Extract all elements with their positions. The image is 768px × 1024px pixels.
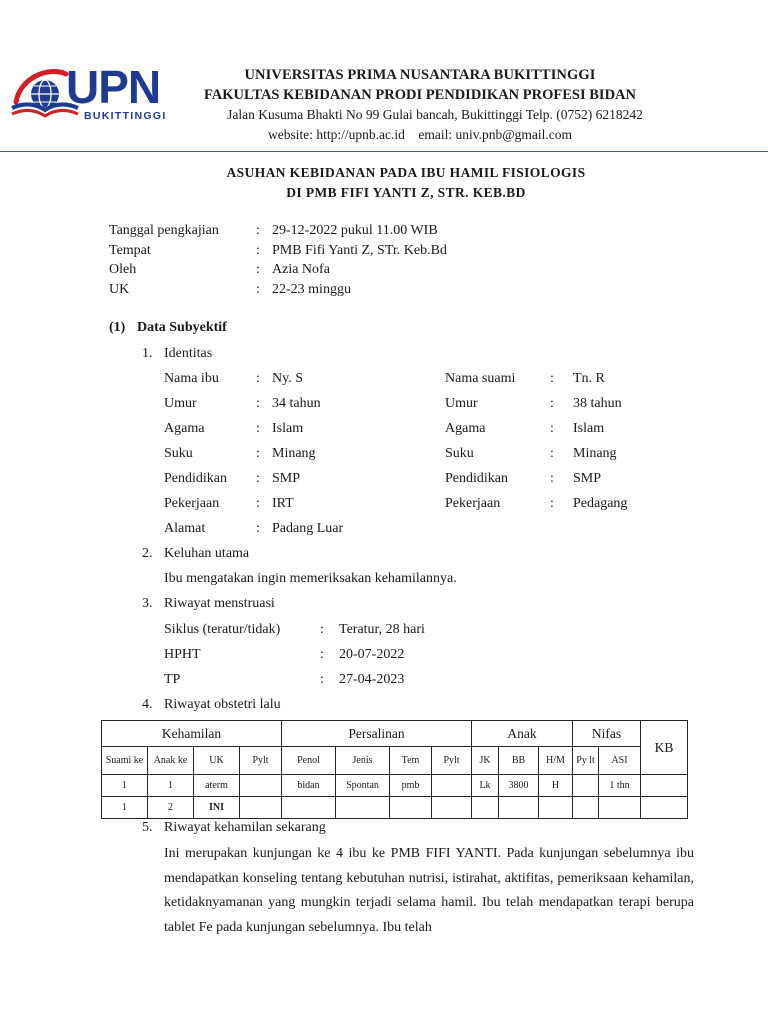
id-label: Umur <box>164 396 197 411</box>
info-value-date: 29-12-2022 pukul 11.00 WIB <box>272 223 438 238</box>
menstrual-label: HPHT <box>164 647 201 662</box>
info-colon: : <box>256 223 260 238</box>
id-value: SMP <box>272 471 301 486</box>
menstrual-label: Siklus (teratur/tidak) <box>164 622 281 637</box>
menstrual-colon: : <box>320 622 324 637</box>
item-number: 5. <box>142 820 153 835</box>
table-row <box>102 797 688 819</box>
menstrual-value: 27-04-2023 <box>339 672 405 687</box>
table-cell <box>336 797 390 819</box>
table-cell <box>573 797 599 819</box>
id-colon: : <box>550 421 554 436</box>
logo-text: UPN <box>66 61 161 113</box>
id-value: Minang <box>272 446 316 461</box>
table-cell: INI <box>194 797 240 819</box>
menstrual-value: Teratur, 28 hari <box>339 622 425 637</box>
table-cell <box>472 797 499 819</box>
id-label: Pendidikan <box>164 471 227 486</box>
id-value: Ny. S <box>272 371 303 386</box>
id-label: Agama <box>164 421 205 436</box>
id-label: Suku <box>445 446 474 461</box>
id-value: SMP <box>573 471 602 486</box>
table-cell <box>432 797 472 819</box>
group-header-kb: KB <box>641 721 688 775</box>
col-header: Pylt <box>432 747 472 775</box>
obstetric-history-table <box>101 720 688 819</box>
table-cell <box>599 797 641 819</box>
col-header: Suami ke <box>102 747 148 775</box>
col-header: JK <box>472 747 499 775</box>
table-cell: 3800 <box>499 775 539 797</box>
section-title: Data Subyektif <box>137 320 227 335</box>
id-value: IRT <box>272 496 294 511</box>
logo-subtext: BUKITTINGGI <box>84 110 167 122</box>
document-title: ASUHAN KEBIDANAN PADA IBU HAMIL FISIOLOGIS <box>226 165 586 180</box>
table-cell: Spontan <box>336 775 390 797</box>
id-value: Padang Luar <box>272 521 344 536</box>
section-number: (1) <box>109 320 126 335</box>
id-colon: : <box>256 471 260 486</box>
col-header: UK <box>194 747 240 775</box>
info-label: Oleh <box>109 262 137 277</box>
table-cell: Lk <box>472 775 499 797</box>
item-number: 4. <box>142 697 153 712</box>
complaint-text: Ibu mengatakan ingin memeriksakan kehamilannya. <box>164 571 457 586</box>
menstrual-colon: : <box>320 647 324 662</box>
id-value: Islam <box>573 421 605 436</box>
table-cell: 1 thn <box>599 775 641 797</box>
table-cell: pmb <box>390 775 432 797</box>
col-header: Py lt <box>573 747 599 775</box>
table-cell <box>240 797 282 819</box>
table-cell <box>641 775 688 797</box>
item-heading: Riwayat kehamilan sekarang <box>164 820 326 835</box>
col-header: Tem <box>390 747 432 775</box>
id-colon: : <box>550 371 554 386</box>
id-value: Minang <box>573 446 617 461</box>
col-header: Anak ke <box>148 747 194 775</box>
id-colon: : <box>256 521 260 536</box>
university-name: UNIVERSITAS PRIMA NUSANTARA BUKITTINGGI <box>244 67 596 83</box>
id-value: 38 tahun <box>573 396 622 411</box>
header-divider <box>0 151 768 152</box>
info-value-author: Azia Nofa <box>272 262 330 277</box>
item-number: 3. <box>142 596 153 611</box>
table-row <box>102 775 688 797</box>
id-label: Pekerjaan <box>164 496 220 511</box>
table-cell: aterm <box>194 775 240 797</box>
info-label: Tempat <box>109 243 151 258</box>
item-number: 1. <box>142 346 153 361</box>
id-label: Umur <box>445 396 478 411</box>
item-heading: Riwayat obstetri lalu <box>164 697 281 712</box>
table-cell: 1 <box>148 775 194 797</box>
table-cell: 2 <box>148 797 194 819</box>
group-header-persalinan: Persalinan <box>282 721 472 747</box>
id-value: Islam <box>272 421 304 436</box>
pregnancy-history-paragraph: Ini merupakan kunjungan ke 4 ibu ke PMB FIFI YANTI. Pada kunjungan sebelumnya ibu mendapatkan konseling tentang kebutuhan nutrisi, istirahat, aktifitas, pemeriksaan kehamilan, ketidaknyamanan yang mungkin terjadi selama hamil. Ibu telah mendapatkan terapi berupa tablet Fe pada kunjungan sebelumnya. Ibu telah <box>164 846 694 935</box>
col-header: BB <box>499 747 539 775</box>
table-cell: 1 <box>102 797 148 819</box>
table-cell <box>432 775 472 797</box>
col-header: Penol <box>282 747 336 775</box>
table-cell: bidan <box>282 775 336 797</box>
group-header-kehamilan: Kehamilan <box>102 721 282 747</box>
info-label: UK <box>109 282 130 297</box>
table-cell <box>641 797 688 819</box>
table-cell <box>390 797 432 819</box>
table-cell <box>539 797 573 819</box>
faculty-name: FAKULTAS KEBIDANAN PRODI PENDIDIKAN PROFESI BIDAN <box>204 87 636 103</box>
id-label: Agama <box>445 421 486 436</box>
id-colon: : <box>256 421 260 436</box>
menstrual-colon: : <box>320 672 324 687</box>
col-header: Jenis <box>336 747 390 775</box>
id-value: Pedagang <box>573 496 628 511</box>
id-colon: : <box>550 496 554 511</box>
table-cell: 1 <box>102 775 148 797</box>
id-label: Pekerjaan <box>445 496 501 511</box>
info-colon: : <box>256 262 260 277</box>
id-label: Pendidikan <box>445 471 508 486</box>
col-header: Pylt <box>240 747 282 775</box>
item-number: 2. <box>142 546 153 561</box>
contact-line: website: http://upnb.ac.id email: univ.pnb@gmail.com <box>267 127 572 142</box>
id-colon: : <box>550 446 554 461</box>
university-logo <box>8 62 183 128</box>
table-cell <box>499 797 539 819</box>
menstrual-value: 20-07-2022 <box>339 647 405 662</box>
group-header-anak: Anak <box>472 721 573 747</box>
address-line: Jalan Kusuma Bhakti No 99 Gulai bancah, Bukittinggi Telp. (0752) 6218242 <box>227 107 643 122</box>
item-heading: Riwayat menstruasi <box>164 596 275 611</box>
item-heading: Keluhan utama <box>164 546 250 561</box>
id-colon: : <box>550 396 554 411</box>
id-label: Alamat <box>164 521 206 536</box>
id-colon: : <box>256 496 260 511</box>
id-colon: : <box>256 371 260 386</box>
table-cell: H <box>539 775 573 797</box>
col-header: ASI <box>599 747 641 775</box>
id-colon: : <box>256 446 260 461</box>
document-subtitle: DI PMB FIFI YANTI Z, STR. KEB.BD <box>286 185 526 200</box>
info-value-place: PMB Fifi Yanti Z, STr. Keb.Bd <box>272 243 447 258</box>
item-heading: Identitas <box>164 346 213 361</box>
group-header-nifas: Nifas <box>573 721 641 747</box>
col-header: H/M <box>539 747 573 775</box>
table-cell <box>573 775 599 797</box>
id-label: Nama ibu <box>164 371 219 386</box>
menstrual-label: TP <box>164 672 181 687</box>
table-cell <box>240 775 282 797</box>
id-label: Nama suami <box>445 371 516 386</box>
info-value-uk: 22-23 minggu <box>272 282 351 297</box>
info-label: Tanggal pengkajian <box>109 223 219 238</box>
id-label: Suku <box>164 446 193 461</box>
id-value: Tn. R <box>573 371 605 386</box>
id-value: 34 tahun <box>272 396 321 411</box>
table-cell <box>282 797 336 819</box>
id-colon: : <box>256 396 260 411</box>
info-colon: : <box>256 282 260 297</box>
id-colon: : <box>550 471 554 486</box>
info-colon: : <box>256 243 260 258</box>
